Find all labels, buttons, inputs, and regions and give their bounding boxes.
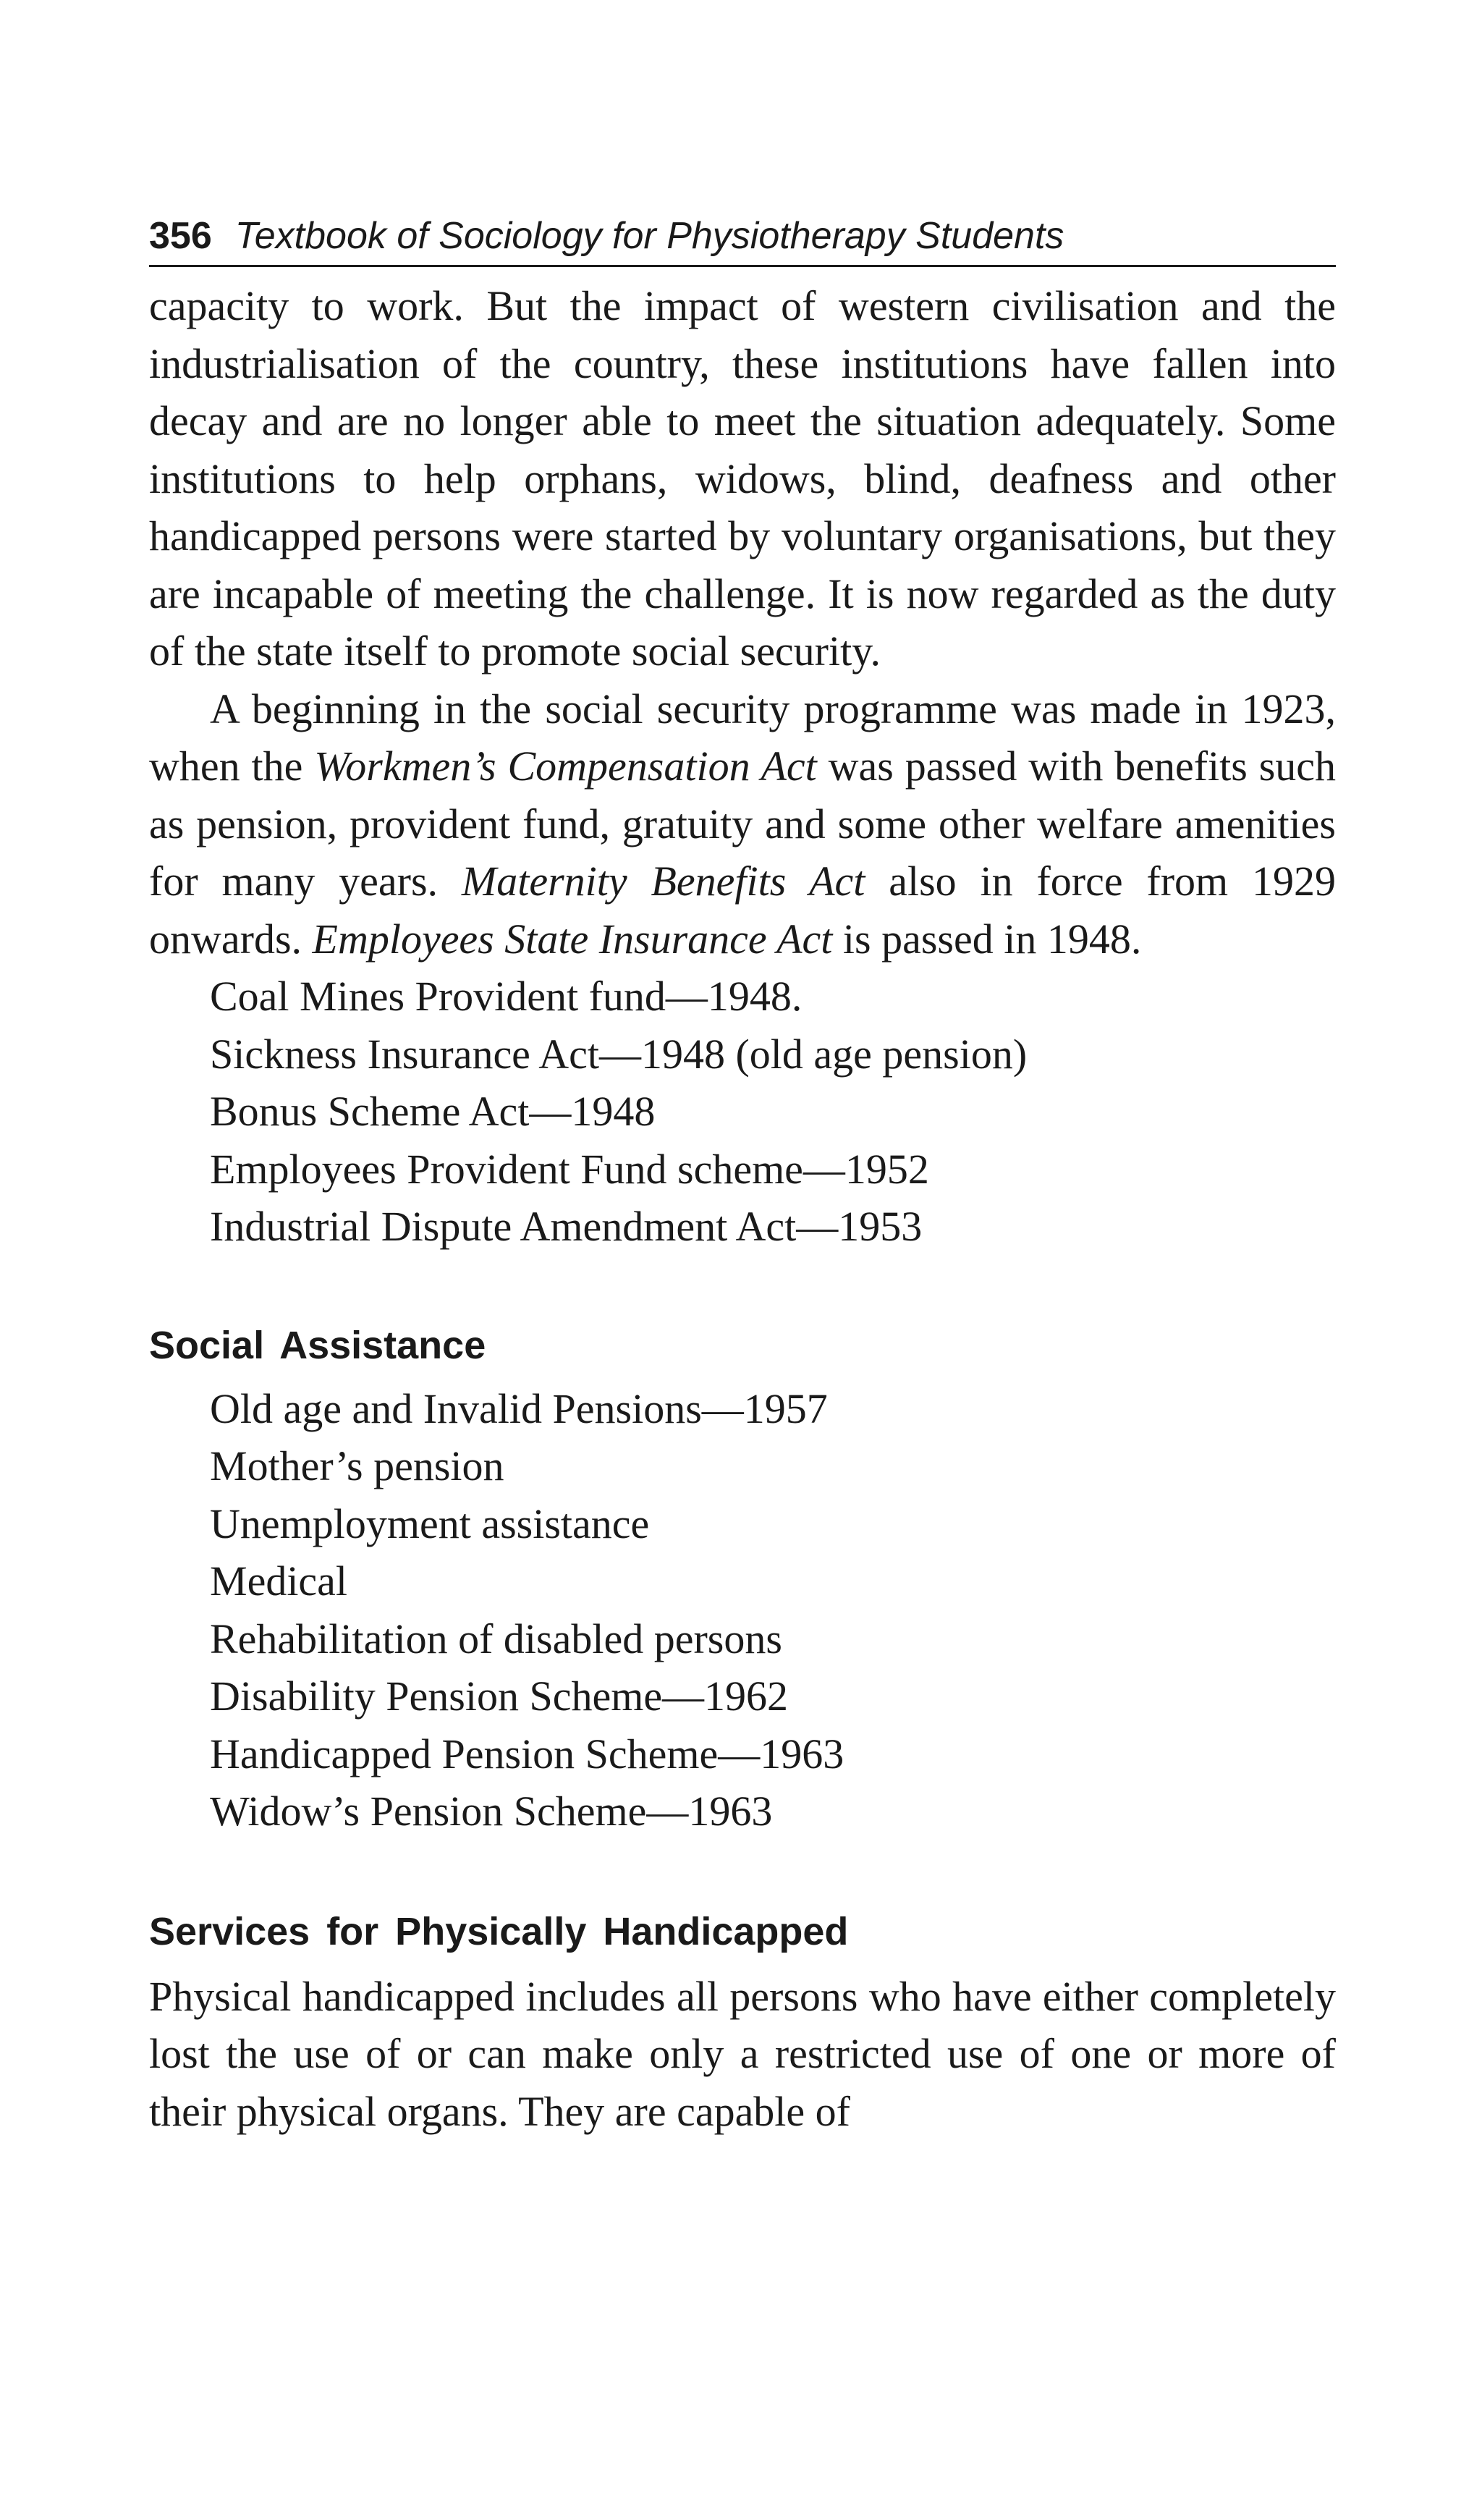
paragraph-text: was passed with benefits such as pension, provident fund, gratuity and some other welfare amenities for many years. <box>149 743 1337 905</box>
list-item: Rehabilitation of disabled persons <box>210 1615 782 1662</box>
social-assistance-list <box>149 1380 1336 1840</box>
running-header <box>149 210 1336 267</box>
paragraph-text: also in force from 1929 onwards. <box>149 858 1336 963</box>
list-item: Coal Mines Provident fund—1948. <box>210 973 803 1020</box>
list-item: Employees Provident Fund scheme—1952 <box>210 1145 929 1193</box>
body-text <box>149 277 1336 2140</box>
paragraph-text: is passed in 1948. <box>832 915 1142 963</box>
list-item: Handicapped Pension Scheme—1963 <box>210 1730 844 1777</box>
section-heading-social-assistance: Social Assistance <box>149 1323 486 1367</box>
book-title: Textbook of Sociology for Physiotherapy Students <box>234 215 1064 257</box>
book-page <box>149 210 1336 2140</box>
act-name-maternity-benefits: Maternity Benefits Act <box>461 858 865 905</box>
list-item: Sickness Insurance Act—1948 (old age pension) <box>210 1030 1028 1078</box>
act-name-workmens-compensation: Workmen’s Compensation Act <box>314 743 817 790</box>
list-item: Disability Pension Scheme—1962 <box>210 1673 789 1720</box>
paragraph-text: A beginning in the social security programme was made in 1923, when the <box>149 685 1336 790</box>
paragraph-social-security-beginning <box>149 680 1336 968</box>
paragraph-continuation: capacity to work. But the impact of western civilisation and the industrialisation of the country, these institutions have fallen into decay and are no longer able to meet the situation adequately. Some institutions to help orphans, widows, blind, deafness and other handicapped persons were started by voluntary organisations, but they are incapable of meeting the challenge. It is now regarded as the duty of the state itself to promote social security. <box>149 282 1336 675</box>
acts-list <box>149 968 1336 1256</box>
list-item: Unemployment assistance <box>210 1500 650 1547</box>
section-heading-services-handicapped: Services for Physically Handicapped <box>149 1909 849 1953</box>
list-item: Medical <box>210 1557 348 1604</box>
list-item: Widow’s Pension Scheme—1963 <box>210 1788 773 1835</box>
list-item: Old age and Invalid Pensions—1957 <box>210 1384 828 1432</box>
list-item: Industrial Dispute Amendment Act—1953 <box>210 1203 923 1250</box>
act-name-employees-state-insurance: Employees State Insurance Act <box>312 915 833 963</box>
list-item: Mother’s pension <box>210 1442 504 1489</box>
list-item: Bonus Scheme Act—1948 <box>210 1088 656 1135</box>
paragraph-physical-handicapped: Physical handicapped includes all persons who have either completely lost the use of or can make only a restricted use of one or more of their physical organs. They are capable of <box>149 1972 1336 2135</box>
page-number: 356 <box>149 215 212 257</box>
